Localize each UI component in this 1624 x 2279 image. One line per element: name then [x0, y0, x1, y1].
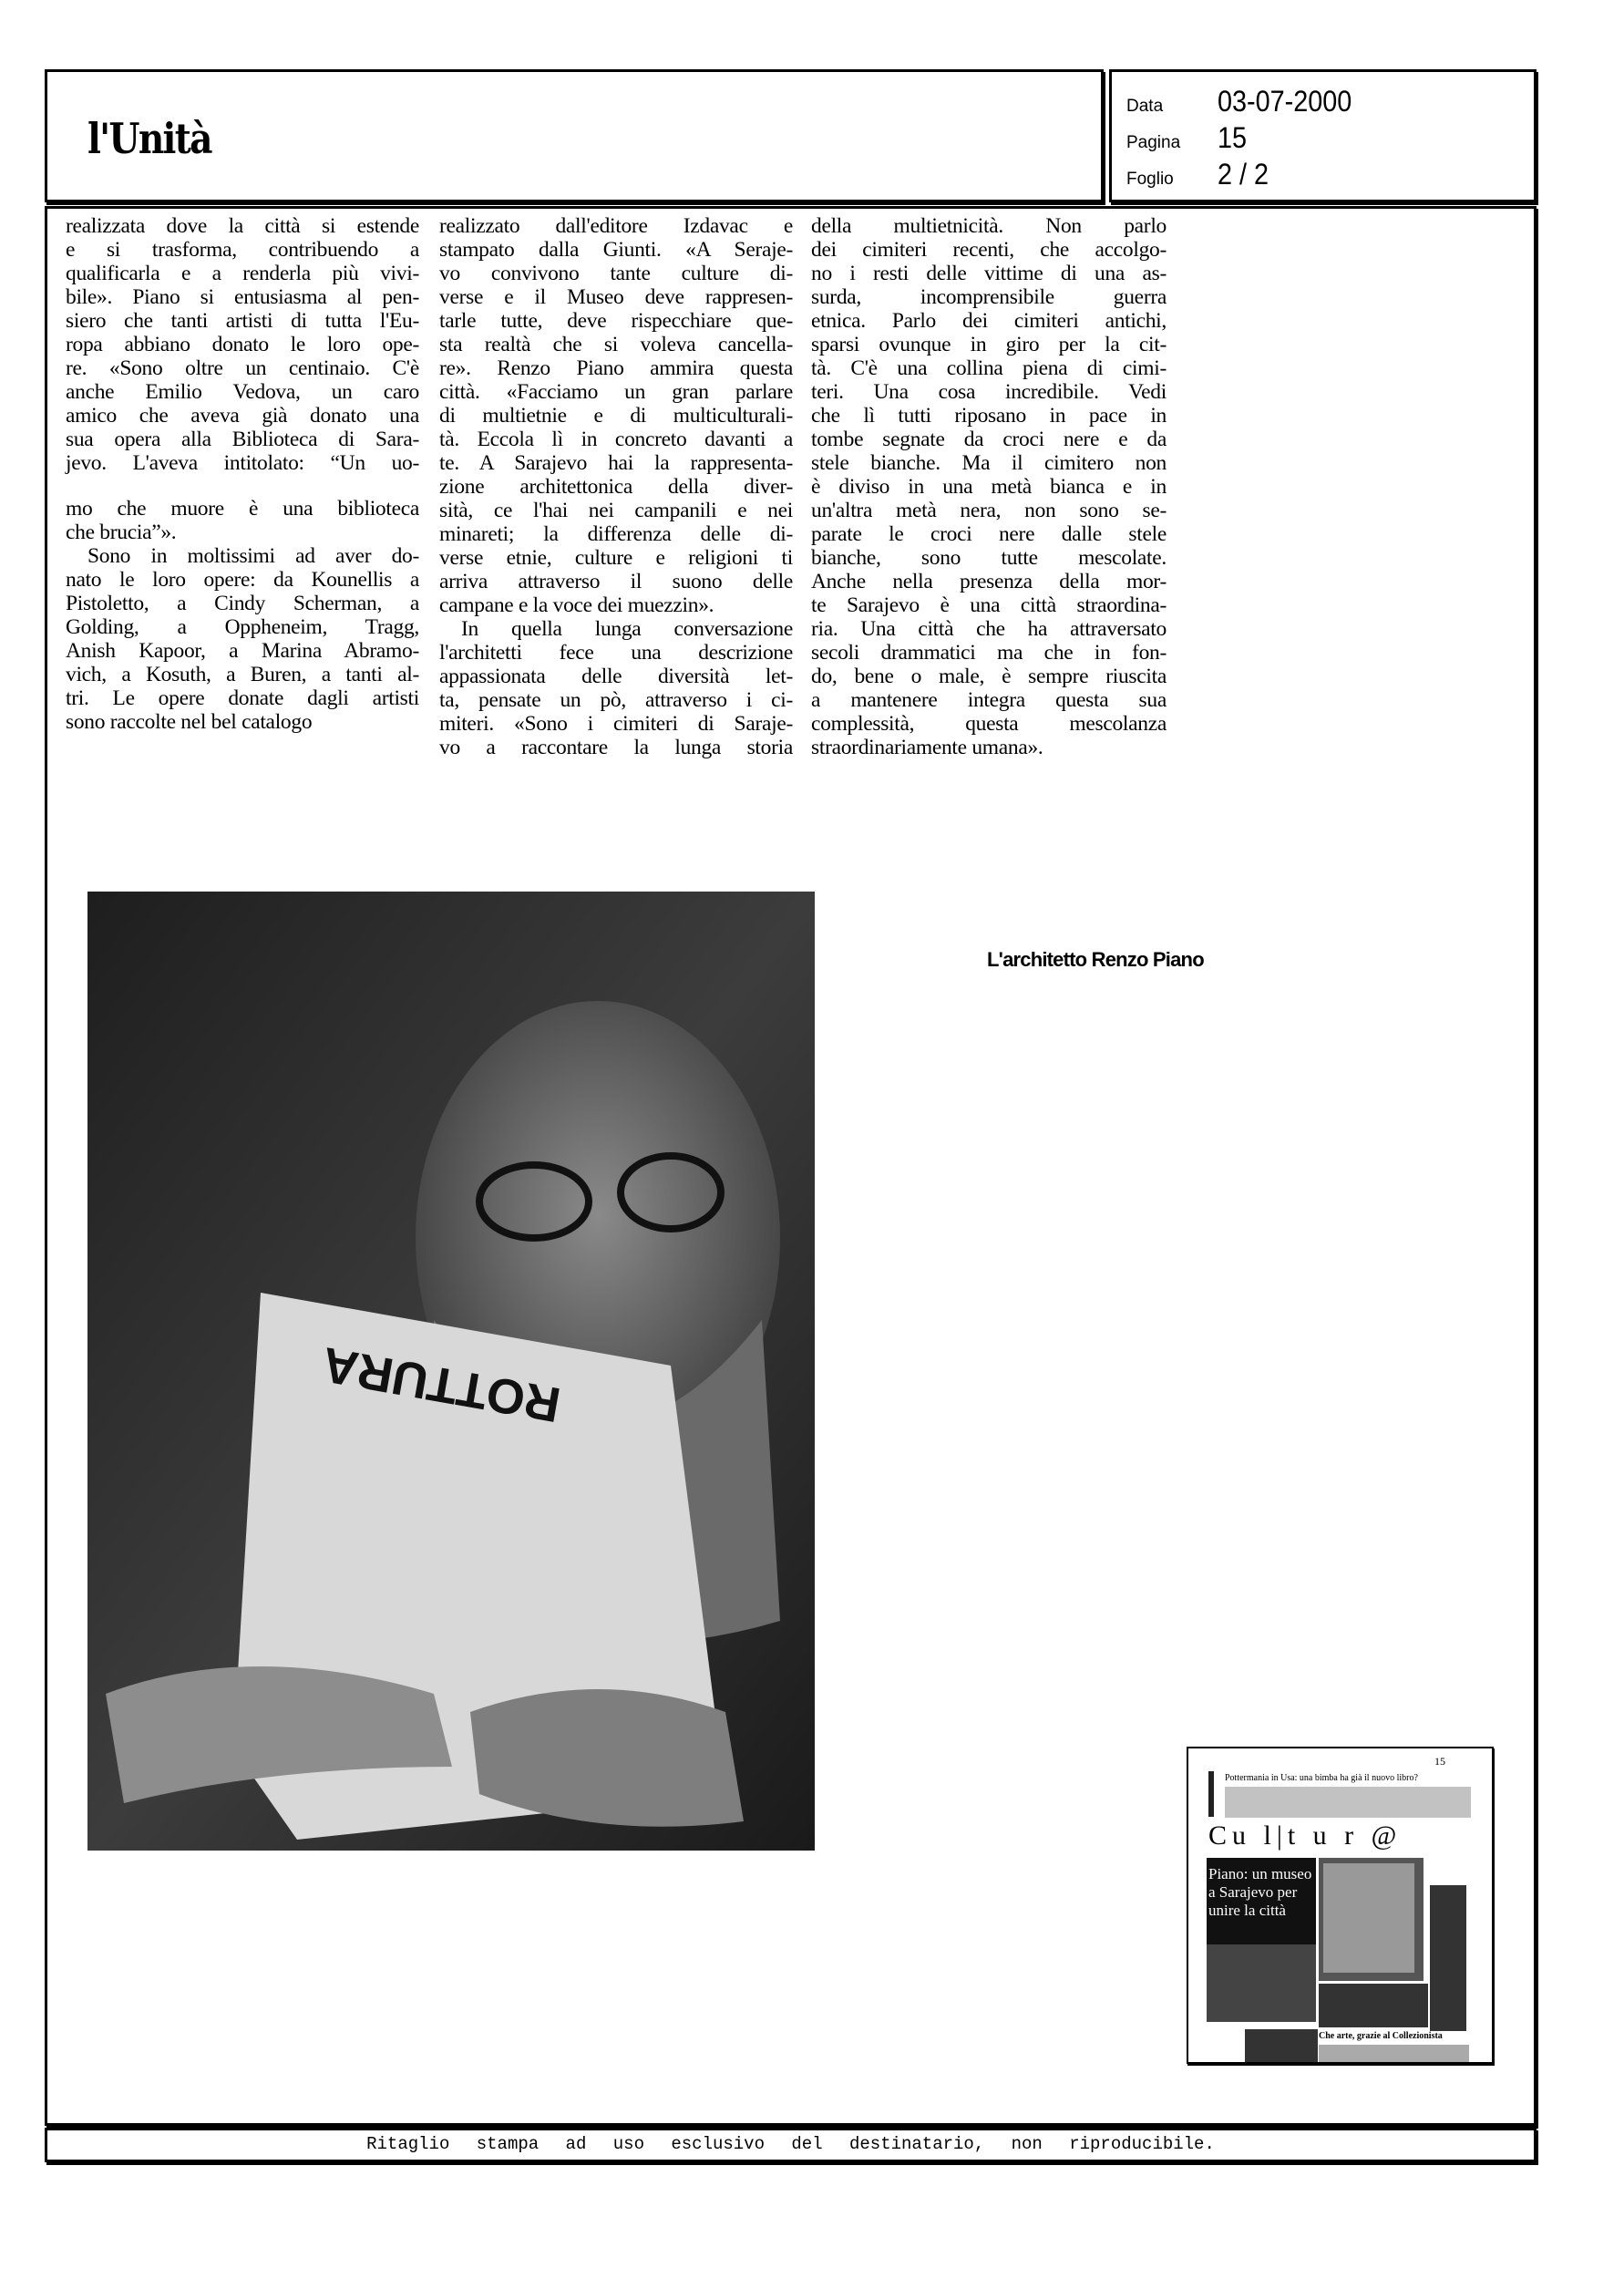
text-line: è diviso in una metà bianca e in — [811, 475, 1167, 499]
text-line: tà. C'è una collina piena di cimi- — [811, 356, 1167, 380]
text-line: amico che aveva già donato una — [66, 404, 419, 428]
text-line: a mantenere integra questa sua — [811, 688, 1167, 712]
text-line: ria. Una città che ha attraversato — [811, 617, 1167, 641]
article-column-2 — [439, 214, 793, 759]
masthead-box — [45, 69, 1104, 202]
text-line: un'altra metà nera, non sono se- — [811, 499, 1167, 522]
thumbnail-top-headline: Pottermania in Usa: una bimba ha già il nuovo libro? — [1225, 1773, 1418, 1783]
meta-date: Data 03-07-2000 — [1126, 85, 1352, 118]
thumbnail-second-headline: Che arte, grazie al Collezionista — [1319, 2031, 1443, 2041]
footer-box — [45, 2128, 1537, 2162]
portrait-photo-graphic — [87, 892, 815, 1851]
text-line: qualificarla e a renderla più vivi- — [66, 262, 419, 285]
thumbnail-section-title: Cu l|t u r @ — [1208, 1820, 1403, 1851]
text-line: tà. Eccola lì in concreto davanti a — [439, 428, 793, 451]
text-line: vich, a Kosuth, a Buren, a tanti al- — [66, 663, 419, 686]
text-line: bile». Piano si entusiasma al pen- — [66, 285, 419, 309]
text-line: Sono in moltissimi ad aver do- — [87, 544, 419, 568]
text-line: che lì tutti riposano in pace in — [811, 404, 1167, 428]
text-line: sta realtà che si voleva cancella- — [439, 333, 793, 356]
text-line: ropa abbiano donato le loro ope- — [66, 333, 419, 356]
text-line: parate le croci nere dalle stele — [811, 522, 1167, 546]
text-line: sua opera alla Biblioteca di Sara- — [66, 428, 419, 451]
text-line: teri. Una cosa incredibile. Vedi — [811, 380, 1167, 404]
text-line: bianche, sono tutte mescolate. — [811, 546, 1167, 570]
page-thumbnail — [1187, 1747, 1494, 2064]
text-line: jevo. L'aveva intitolato: “Un uo- — [66, 451, 419, 475]
article-column-3 — [811, 214, 1167, 759]
text-line: Pistoletto, a Cindy Scherman, a — [66, 592, 419, 615]
meta-sheet: Foglio 2 / 2 — [1126, 158, 1269, 191]
text-line: della multietnicità. Non parlo — [811, 214, 1167, 238]
text-line: sono raccolte nel bel catalogo — [66, 710, 313, 734]
text-line: minareti; la differenza delle di- — [439, 522, 793, 546]
text-line: verse etnie, culture e religioni ti — [439, 546, 793, 570]
text-line: che brucia”». — [66, 521, 177, 544]
text-line: vo a raccontare la lunga storia — [439, 736, 793, 759]
clipping-metadata — [1109, 69, 1537, 202]
text-line: re. «Sono oltre un centinaio. C'è — [66, 356, 419, 380]
text-line: tombe segnate da croci nere e da — [811, 428, 1167, 451]
text-line: realizzata dove la città si estende — [66, 214, 419, 238]
text-line: e si trasforma, contribuendo a — [66, 238, 419, 262]
article-column-1 — [66, 214, 419, 734]
text-line: di multietnie e di multiculturali- — [439, 404, 793, 428]
meta-page: Pagina 15 — [1126, 121, 1248, 154]
text-line: stele bianche. Ma il cimitero non — [811, 451, 1167, 475]
article-photo — [87, 892, 815, 1851]
text-line: Golding, a Oppheneim, Tragg, — [66, 615, 419, 639]
text-line: zione architettonica della diver- — [439, 475, 793, 499]
text-line: Anche nella presenza della mor- — [811, 570, 1167, 593]
article-box — [45, 206, 1537, 2126]
text-line: te Sarajevo è una città straordina- — [811, 593, 1167, 617]
text-line: mo che muore è una biblioteca — [66, 497, 419, 521]
text-line: no i resti delle vittime di una as- — [811, 262, 1167, 285]
text-line: tarle tutte, deve rispecchiare que- — [439, 309, 793, 333]
text-line: re». Renzo Piano ammira questa — [439, 356, 793, 380]
text-line: surda, incomprensibile guerra — [811, 285, 1167, 309]
text-line: complessità, questa mescolanza — [811, 712, 1167, 736]
text-line: anche Emilio Vedova, un caro — [66, 380, 419, 404]
text-line: l'architetti fece una descrizione — [439, 641, 793, 665]
text-line: dei cimiteri recenti, che accolgo- — [811, 238, 1167, 262]
thumbnail-page-number: 15 — [1434, 1755, 1445, 1768]
text-line: In quella lunga conversazione — [461, 617, 793, 641]
text-line: stampato dalla Giunti. «A Seraje- — [439, 238, 793, 262]
photo-caption: L'architetto Renzo Piano — [987, 948, 1204, 971]
text-line: etnica. Parlo dei cimiteri antichi, — [811, 309, 1167, 333]
text-line: sparsi ovunque in giro per la cit- — [811, 333, 1167, 356]
text-line: nato le loro opere: da Kounellis a — [66, 568, 419, 592]
text-line: secoli drammatici ma che in fon- — [811, 641, 1167, 665]
text-line: vo convivono tante culture di- — [439, 262, 793, 285]
text-line: sità, ce l'hai nei campanili e nei — [439, 499, 793, 522]
text-line: ta, pensate un pò, attraverso i ci- — [439, 688, 793, 712]
text-line: realizzato dall'editore Izdavac e — [439, 214, 793, 238]
newspaper-logo: l'Unità — [87, 114, 211, 163]
text-line: tri. Le opere donate dagli artisti — [66, 686, 419, 710]
text-line: arriva attraverso il suono delle — [439, 570, 793, 593]
text-line: Anish Kapoor, a Marina Abramo- — [66, 639, 419, 663]
text-line: straordinariamente umana». — [811, 736, 1043, 759]
text-line: città. «Facciamo un gran parlare — [439, 380, 793, 404]
text-line: miteri. «Sono i cimiteri di Saraje- — [439, 712, 793, 736]
text-line: te. A Sarajevo hai la rappresenta- — [439, 451, 793, 475]
text-line: campane e la voce dei muezzin». — [439, 593, 714, 617]
text-line: appassionata delle diversità let- — [439, 665, 793, 688]
thumbnail-headline: Piano: un museo a Sarajevo per unire la città — [1208, 1865, 1312, 1919]
footer-disclaimer: Ritaglio stampa ad uso esclusivo del destinatario, non riproducibile. — [366, 2134, 1215, 2154]
text-line: siero che tanti artisti di tutta l'Eu- — [66, 309, 419, 333]
book-cover-text: ROTTURA — [317, 1336, 565, 1433]
text-line: verse e il Museo deve rappresen- — [439, 285, 793, 309]
text-line: do, bene o male, è sempre riuscita — [811, 665, 1167, 688]
thumbnail-page-graphic — [1188, 1748, 1492, 2062]
